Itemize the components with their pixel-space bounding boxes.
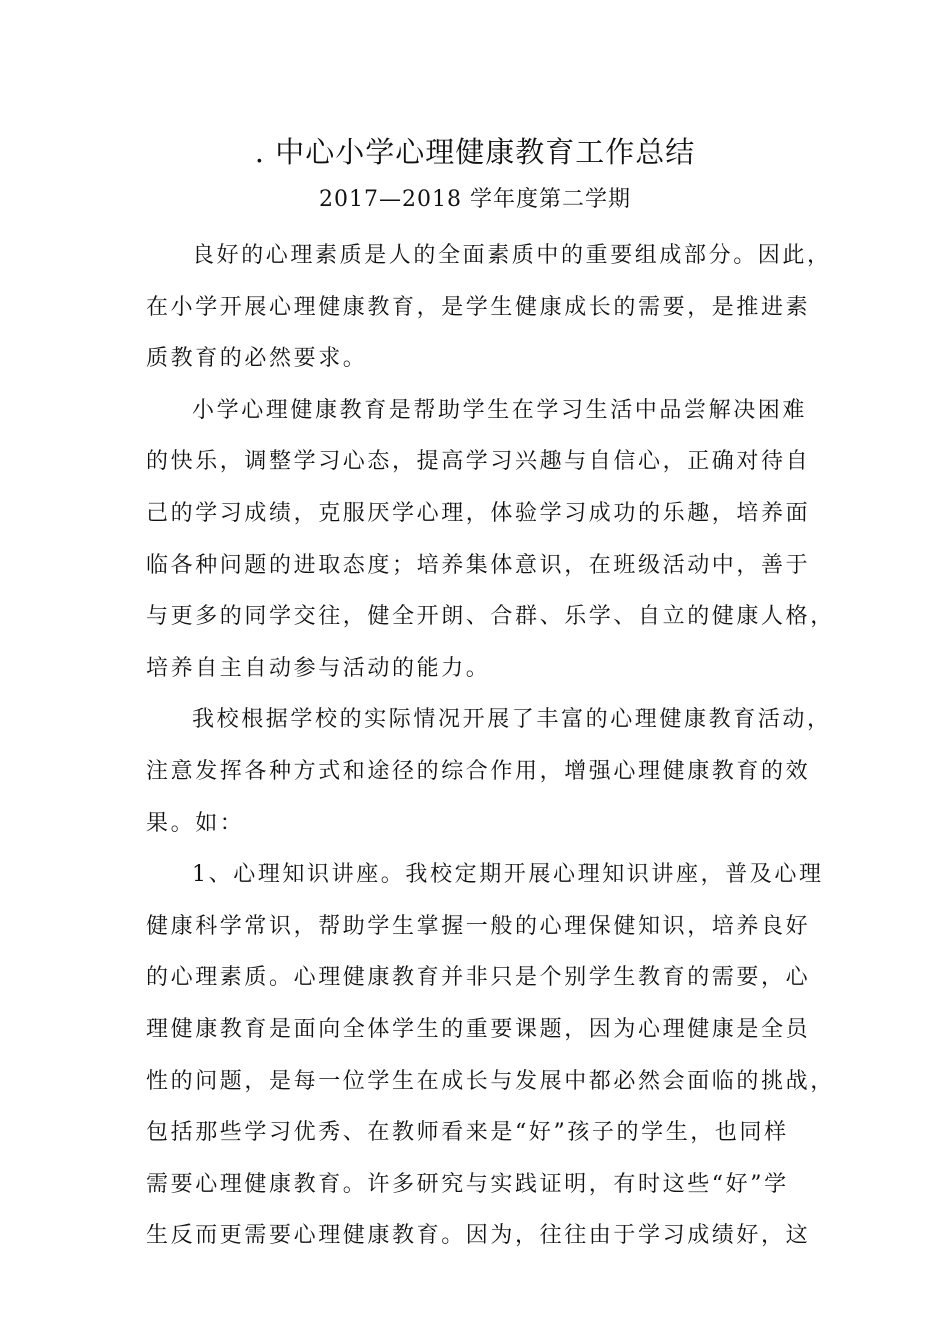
paragraph-line: 良好的心理素质是人的全面素质中的重要组成部分。因此，: [192, 243, 832, 268]
paragraph: [146, 849, 835, 1262]
paragraph-line: 临各种问题的进取态度；培养集体意识，在班级活动中，善于: [146, 552, 811, 578]
paragraph-line: 果。如：: [146, 810, 245, 836]
paragraph: [146, 694, 832, 849]
paragraph-line: 的快乐，调整学习心态，提高学习兴趣与自信心，正确对待自: [146, 449, 811, 475]
paragraph: [146, 385, 835, 695]
paragraph-line: 1、心理知识讲座。我校定期开展心理知识讲座，普及心理: [192, 862, 824, 888]
paragraph-line: 己的学习成绩，克服厌学心理，体验学习成功的乐趣，培养面: [146, 500, 811, 526]
document-title: . 中心小学心理健康教育工作总结: [254, 135, 696, 169]
paragraph-line: 的心理素质。心理健康教育并非只是个别学生教育的需要，心: [146, 965, 811, 991]
paragraph-line: 需要心理健康教育。许多研究与实践证明，有时这些“好”学: [146, 1171, 789, 1197]
paragraph-line: 注意发挥各种方式和途径的综合作用，增强心理健康教育的效: [146, 758, 811, 784]
paragraph-line: 在小学开展心理健康教育，是学生健康成长的需要，是推进素: [146, 294, 811, 320]
paragraph-line: 包括那些学习优秀、在教师看来是“好”孩子的学生，也同样: [146, 1120, 789, 1146]
paragraph-line: 我校根据学校的实际情况开展了丰富的心理健康教育活动，: [192, 707, 832, 733]
paragraph-line: 理健康教育是面向全体学生的重要课题，因为心理健康是全员: [146, 1016, 811, 1042]
paragraph-line: 质教育的必然要求。: [146, 346, 368, 372]
paragraph-line: 小学心理健康教育是帮助学生在学习生活中品尝解决困难: [192, 397, 808, 423]
paragraph-line: 性的问题，是每一位学生在成长与发展中都必然会面临的挑战，: [146, 1068, 835, 1094]
paragraph-line: 健康科学常识，帮助学生掌握一般的心理保健知识，培养良好: [146, 913, 811, 939]
document-body: [146, 230, 835, 1262]
paragraph-line: 培养自主自动参与活动的能力。: [146, 655, 491, 681]
paragraph-line: 与更多的同学交往，健全开朗、合群、乐学、自立的健康人格，: [146, 604, 835, 630]
paragraph: [146, 230, 832, 385]
paragraph-line: 生反而更需要心理健康教育。因为，往往由于学习成绩好，这: [146, 1223, 811, 1249]
document-subtitle: 2017—2018 学年度第二学期: [319, 187, 631, 212]
